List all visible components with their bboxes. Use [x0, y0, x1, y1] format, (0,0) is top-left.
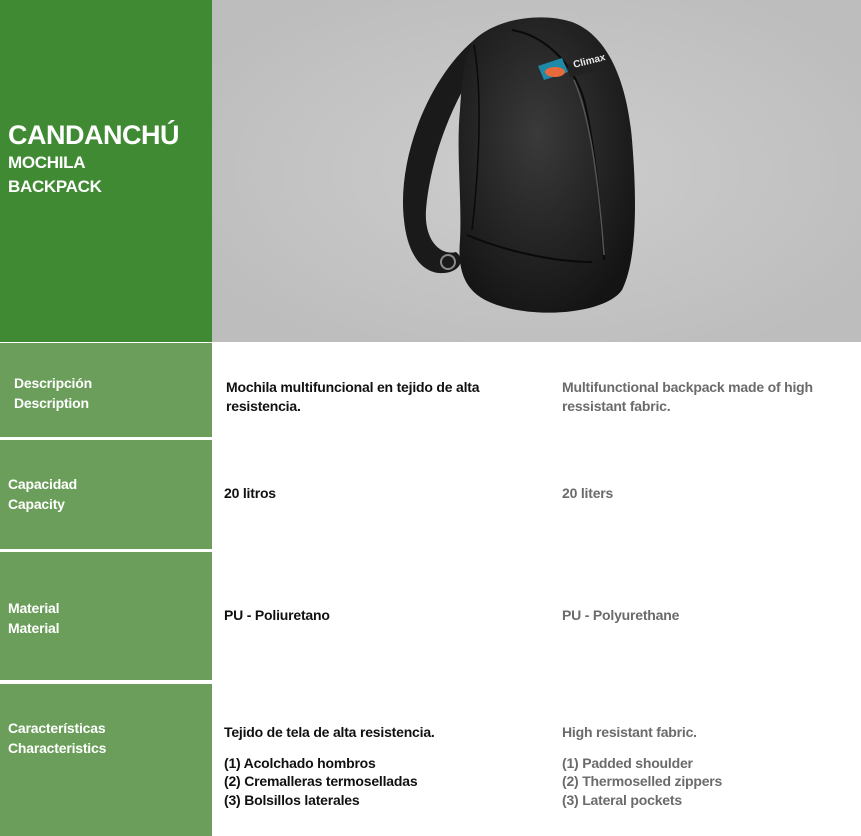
label-characteristics-en: Characteristics — [8, 740, 107, 756]
label-capacity-es: Capacidad — [8, 476, 77, 492]
value-material-es — [224, 606, 544, 625]
characteristics-item-es: (1) Acolchado hombros — [224, 754, 376, 771]
value-capacity-en — [562, 484, 854, 503]
value-material-es-text: PU - Poliuretano — [224, 607, 330, 623]
brand-logo-text: Climax — [572, 52, 607, 71]
label-material-en: Material — [8, 620, 60, 636]
characteristics-item-es: (3) Bolsillos laterales — [224, 791, 360, 808]
product-header — [0, 0, 212, 342]
product-subtitle-es: MOCHILA — [8, 153, 86, 172]
label-material — [0, 552, 212, 680]
backpack-image — [212, 0, 861, 342]
value-description-en-text: Multifunctional backpack made of high ressistant fabric. — [562, 379, 813, 414]
label-characteristics-es: Características — [8, 720, 106, 736]
value-characteristics-en — [562, 723, 854, 809]
label-characteristics — [0, 684, 212, 836]
value-capacity-es-text: 20 litros — [224, 485, 276, 501]
value-description-es — [226, 378, 546, 415]
label-description — [0, 343, 212, 437]
value-material-en — [562, 606, 854, 625]
characteristics-item-es: (2) Cremalleras termoselladas — [224, 773, 418, 789]
value-capacity-en-text: 20 liters — [562, 485, 614, 501]
characteristics-item-en: (1) Padded shoulder — [562, 754, 693, 771]
characteristics-intro-es: Tejido de tela de alta resistencia. — [224, 724, 435, 740]
value-capacity-es — [224, 484, 544, 503]
value-description-es-text: Mochila multifuncional en tejido de alta resistencia. — [226, 379, 480, 414]
label-material-es: Material — [8, 600, 60, 616]
value-description-en — [562, 378, 854, 415]
value-material-en-text: PU - Polyurethane — [562, 607, 680, 623]
characteristics-item-en: (3) Lateral pockets — [562, 791, 682, 808]
characteristics-item-en: (2) Thermoselled zippers — [562, 773, 723, 789]
value-characteristics-es — [224, 723, 544, 809]
label-description-en: Description — [14, 395, 89, 411]
product-subtitle-en: BACKPACK — [8, 177, 102, 196]
label-capacity-en: Capacity — [8, 496, 65, 512]
characteristics-intro-en: High resistant fabric. — [562, 724, 697, 740]
label-description-es: Descripción — [14, 375, 92, 391]
label-capacity — [0, 440, 212, 549]
product-photo — [212, 0, 861, 342]
product-title: CANDANCHÚ — [8, 120, 179, 150]
